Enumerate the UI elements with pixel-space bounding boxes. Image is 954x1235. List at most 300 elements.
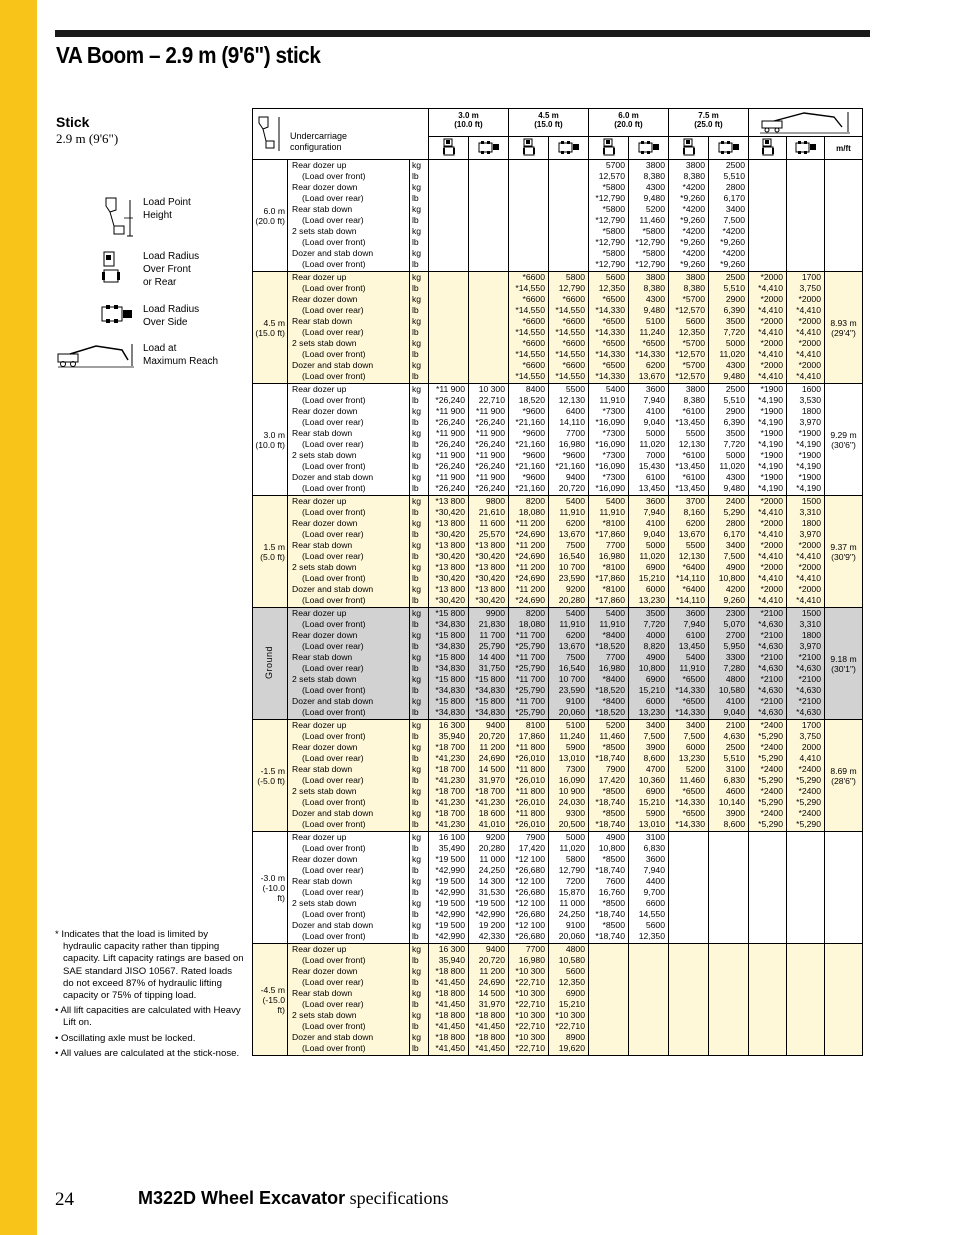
unit-label: kg — [412, 472, 422, 482]
condition-label: (Load over rear) — [302, 529, 364, 539]
capacity-cell — [629, 944, 669, 1056]
capacity-cell: 5400 11,910 *8400 *18,520 7700 16,980 *8400 *18,520 *8400 *18,520 — [589, 608, 629, 720]
max-reach-cell: 9.18 m (30'1") — [825, 608, 863, 720]
max-reach-cell — [825, 160, 863, 272]
capacity-cell: 2300 5,070 2700 5,950 3300 7,280 4800 10,580 4100 9,040 — [709, 608, 749, 720]
unit-label: lb — [412, 349, 419, 359]
load-radius-front-rear-icon — [522, 138, 536, 156]
capacity-cell — [709, 944, 749, 1056]
capacity-cell — [749, 944, 787, 1056]
load-height-label: -1.5 m (-5.0 ft) — [257, 765, 285, 786]
unit-label: lb — [412, 237, 419, 247]
condition-label: Dozer and stab down — [292, 808, 374, 818]
condition-label: Rear dozer up — [292, 384, 347, 394]
condition-label: (Load over front) — [302, 1043, 366, 1053]
condition-label: Dozer and stab down — [292, 472, 374, 482]
unit-label: lb — [412, 909, 419, 919]
unit-label: kg — [412, 338, 422, 348]
unit-label: kg — [412, 272, 422, 282]
condition-label: (Load over rear) — [302, 753, 364, 763]
unit-label: kg — [412, 808, 422, 818]
capacity-cell: 3800 8,380 *5700 *12,570 5600 12,350 *5700 *12,570 *5700 *12,570 — [669, 272, 709, 384]
condition-label: (Load over rear) — [302, 775, 364, 785]
units-cell — [410, 496, 429, 608]
condition-label: 2 sets stab down — [292, 450, 357, 460]
capacity-cell: 5200 11,460 *8500 *18,740 7900 17,420 *8500 *18,740 *8500 *18,740 — [589, 720, 629, 832]
unit-label: kg — [412, 674, 422, 684]
unit-label: kg — [412, 316, 422, 326]
table-row — [253, 944, 863, 1056]
condition-label: Rear stab down — [292, 316, 353, 326]
unit-label: kg — [412, 696, 422, 706]
page-title: VA Boom – 2.9 m (9'6") stick — [56, 42, 321, 68]
capacity-cell — [589, 944, 629, 1056]
table-row — [253, 272, 863, 384]
load-radius-front-rear-icon — [682, 138, 696, 156]
load-height-cell — [253, 272, 288, 384]
condition-label: (Load over front) — [302, 573, 366, 583]
condition-label: Dozer and stab down — [292, 248, 374, 258]
max-reach-cell: 8.93 m (29'4") — [825, 272, 863, 384]
footer-suffix: specifications — [345, 1188, 449, 1208]
units-cell — [410, 608, 429, 720]
capacity-cell: 10 300 22,710 *11 900 *26,240 *11 900 *26,240 *11 900 *26,240 *11 900 *26,240 — [469, 384, 509, 496]
max-reach-cell: 8.69 m (28'6") — [825, 720, 863, 832]
condition-label: Dozer and stab down — [292, 360, 374, 370]
capacity-cell: 3800 8,380 *4200 *9,260 *4200 *9,260 *4200 *9,260 *4200 *9,260 — [669, 160, 709, 272]
unit-label: lb — [412, 797, 419, 807]
units-cell — [410, 720, 429, 832]
condition-label: (Load over rear) — [302, 641, 364, 651]
condition-label: (Load over rear) — [302, 865, 364, 875]
load-radius-front-rear-icon — [602, 138, 616, 156]
unit-label: kg — [412, 876, 422, 886]
capacity-cell — [787, 944, 825, 1056]
condition-label: (Load over rear) — [302, 999, 364, 1009]
condition-label: (Load over front) — [302, 283, 366, 293]
legend-item-load-radius-side — [100, 303, 240, 327]
load-height-label: 4.5 m (15.0 ft) — [255, 317, 285, 338]
lift-capacity-table — [252, 108, 863, 1056]
capacity-cell — [787, 832, 825, 944]
unit-label: kg — [412, 898, 422, 908]
capacity-cell: 3400 7,500 3900 8,600 4700 10,360 6900 15,210 5900 13,010 — [629, 720, 669, 832]
condition-label: (Load over rear) — [302, 327, 364, 337]
unit-label: lb — [412, 753, 419, 763]
condition-label: Rear stab down — [292, 988, 353, 998]
capacity-cell: 9800 21,610 11 600 25,570 *13 800 *30,420 *13 800 *30,420 *13 800 *30,420 — [469, 496, 509, 608]
conditions-cell — [288, 944, 410, 1056]
condition-label: 2 sets stab down — [292, 226, 357, 236]
unit-label: lb — [412, 529, 419, 539]
unit-label: kg — [412, 742, 422, 752]
unit-label: kg — [412, 608, 422, 618]
load-height-cell — [253, 608, 288, 720]
load-radius-side-icon — [638, 140, 660, 154]
capacity-cell — [469, 160, 509, 272]
condition-label: (Load over rear) — [302, 215, 364, 225]
unit-label: kg — [412, 540, 422, 550]
capacity-cell: 8100 17,860 *11 800 *26,010 *11 800 *26,010 *11 800 *26,010 *11 800 *26,010 — [509, 720, 549, 832]
capacity-cell: 5100 11,240 5900 13,010 7300 16,090 10 900 24,030 9300 20,500 — [549, 720, 589, 832]
condition-label: Rear dozer down — [292, 518, 358, 528]
table-row — [253, 832, 863, 944]
footnote-stick-nose: • All values are calculated at the stick-nose. — [55, 1047, 240, 1059]
condition-label: (Load over rear) — [302, 887, 364, 897]
unit-label: kg — [412, 226, 422, 236]
condition-label: 2 sets stab down — [292, 674, 357, 684]
capacity-cell: 2100 4,630 2500 5,510 3100 6,830 4600 10,140 3900 8,600 — [709, 720, 749, 832]
units-cell — [410, 944, 429, 1056]
condition-label: Rear stab down — [292, 540, 353, 550]
unit-label: lb — [412, 551, 419, 561]
unit-label: lb — [412, 685, 419, 695]
unit-label: lb — [412, 843, 419, 853]
condition-label: Rear stab down — [292, 652, 353, 662]
condition-label: (Load over rear) — [302, 663, 364, 673]
condition-label: (Load over front) — [302, 797, 366, 807]
conditions-cell — [288, 720, 410, 832]
units-cell — [410, 384, 429, 496]
condition-label: Dozer and stab down — [292, 696, 374, 706]
capacity-cell: *11 900 *26,240 *11 900 *26,240 *11 900 *26,240 *11 900 *26,240 *11 900 *26,240 — [429, 384, 469, 496]
legend-item-load-point-height — [100, 196, 240, 240]
condition-label: Dozer and stab down — [292, 584, 374, 594]
unit-label: kg — [412, 630, 422, 640]
radius-header-6m: 6.0 m (20.0 ft) — [589, 109, 669, 137]
capacity-cell: 9900 21,830 11 700 25,790 14 400 31,750 *15 800 *34,830 *15 800 *34,830 — [469, 608, 509, 720]
legend-item-load-radius-front — [100, 250, 240, 286]
unit-label: lb — [412, 305, 419, 315]
unit-label: lb — [412, 619, 419, 629]
condition-label: (Load over rear) — [302, 551, 364, 561]
capacity-cell — [469, 272, 509, 384]
condition-label: (Load over front) — [302, 731, 366, 741]
capacity-cell — [749, 160, 787, 272]
condition-label: Rear dozer up — [292, 832, 347, 842]
unit-label: lb — [412, 439, 419, 449]
capacity-cell: 5400 11,910 6200 13,670 7500 16,540 10 700 23,590 9100 20,060 — [549, 608, 589, 720]
legend-label-load-point-height: Load Point Height — [143, 197, 191, 221]
unit-label: lb — [412, 955, 419, 965]
condition-label: (Load over rear) — [302, 977, 364, 987]
capacity-cell: 3600 7,940 4100 9,040 5000 11,020 7000 15,430 6100 13,450 — [629, 384, 669, 496]
condition-label: Rear stab down — [292, 876, 353, 886]
legend-label-max-reach: Load at Maximum Reach — [143, 343, 219, 367]
legend-item-max-reach — [56, 342, 219, 368]
capacity-cell: 3800 8,380 *6100 *13,450 5500 12,130 *6100 *13,450 *6100 *13,450 — [669, 384, 709, 496]
capacity-cell: 3600 7,940 4100 9,040 5000 11,020 6900 15,210 6000 13,230 — [629, 496, 669, 608]
stick-heading: Stick — [56, 114, 90, 130]
condition-label: (Load over front) — [302, 171, 366, 181]
condition-label: Rear dozer up — [292, 496, 347, 506]
unit-label: lb — [412, 215, 419, 225]
capacity-cell: 8400 18,520 *9600 *21,160 *9600 *21,160 *9600 *21,160 *9600 *21,160 — [509, 384, 549, 496]
conditions-cell — [288, 496, 410, 608]
condition-label: Rear dozer up — [292, 944, 347, 954]
unit-label: kg — [412, 450, 422, 460]
capacity-cell: 5000 11,020 5800 12,790 7200 15,870 11 000 24,250 9100 20,060 — [549, 832, 589, 944]
front-rear-icon-cell — [589, 137, 629, 160]
side-icon-cell — [629, 137, 669, 160]
unit-label: lb — [412, 999, 419, 1009]
table-row — [253, 720, 863, 832]
condition-label: Rear dozer down — [292, 294, 358, 304]
capacity-cell: 8200 18,080 *11 700 *25,790 *11 700 *25,790 *11 700 *25,790 *11 700 *25,790 — [509, 608, 549, 720]
capacity-cell: 5400 11,910 6200 13,670 7500 16,540 10 700 23,590 9200 20,280 — [549, 496, 589, 608]
condition-label: Rear stab down — [292, 204, 353, 214]
capacity-cell: 5700 12,570 *5800 *12,790 *5800 *12,790 *5800 *12,790 *5800 *12,790 — [589, 160, 629, 272]
capacity-cell — [749, 832, 787, 944]
unit-label: kg — [412, 920, 422, 930]
load-radius-front-rear-icon — [442, 138, 456, 156]
front-rear-icon-cell — [669, 137, 709, 160]
radius-header-4-5m: 4.5 m (15.0 ft) — [509, 109, 589, 137]
capacity-cell: 2400 5,290 2800 6,170 3400 7,500 4900 10,800 4200 9,260 — [709, 496, 749, 608]
capacity-cell: 3700 8,160 6200 13,670 5500 12,130 *6400 *14,110 *6400 *14,110 — [669, 496, 709, 608]
unit-label: lb — [412, 931, 419, 941]
condition-label: (Load over rear) — [302, 193, 364, 203]
load-radius-side-icon — [100, 303, 134, 325]
condition-label: (Load over front) — [302, 371, 366, 381]
capacity-cell: 16 300 35,940 *18 800 *41,450 *18 800 *41,450 *18 800 *41,450 *18 800 *41,450 — [429, 944, 469, 1056]
capacity-cell: *13 800 *30,420 *13 800 *30,420 *13 800 *30,420 *13 800 *30,420 *13 800 *30,420 — [429, 496, 469, 608]
condition-label: (Load over front) — [302, 931, 366, 941]
load-radius-side-icon — [795, 140, 817, 154]
conditions-cell — [288, 160, 410, 272]
unit-label: kg — [412, 832, 422, 842]
unit-label: lb — [412, 1043, 419, 1053]
load-radius-side-icon — [718, 140, 740, 154]
table-row — [253, 496, 863, 608]
condition-label: Rear dozer up — [292, 608, 347, 618]
capacity-cell: 5800 12,790 *6600 *14,550 *6600 *14,550 *6600 *14,550 *6600 *14,550 — [549, 272, 589, 384]
load-radius-side-icon — [558, 140, 580, 154]
capacity-cell: 4800 10,580 5600 12,350 6900 15,210 *10 300 *22,710 8900 19,620 — [549, 944, 589, 1056]
unit-label: kg — [412, 294, 422, 304]
capacity-cell: 2500 5,510 2800 6,170 3400 7,500 *4200 *9,260 *4200 *9,260 — [709, 160, 749, 272]
unit-label: lb — [412, 865, 419, 875]
unit-label: kg — [412, 160, 422, 170]
capacity-cell: 3800 8,380 4300 9,480 5100 11,240 *6500 *14,330 6200 13,670 — [629, 272, 669, 384]
load-height-label: -3.0 m (-10.0 ft) — [260, 872, 285, 903]
condition-label: Dozer and stab down — [292, 920, 374, 930]
front-rear-icon-cell — [749, 137, 787, 160]
condition-label: Rear dozer down — [292, 854, 358, 864]
capacity-cell: *2000 *4,410 *2000 *4,410 *2000 *4,410 *2000 *4,410 *2000 *4,410 — [749, 272, 787, 384]
condition-label: (Load over front) — [302, 461, 366, 471]
condition-label: (Load over rear) — [302, 439, 364, 449]
load-height-cell — [253, 832, 288, 944]
capacity-cell — [549, 160, 589, 272]
unit-label: kg — [412, 562, 422, 572]
unit-label: kg — [412, 944, 422, 954]
max-reach-cell — [825, 832, 863, 944]
footer-title — [138, 1188, 449, 1209]
condition-label: (Load over front) — [302, 619, 366, 629]
capacity-cell: 1600 3,530 1800 3,970 *1900 *4,190 *1900 *4,190 *1900 *4,190 — [787, 384, 825, 496]
unit-label: kg — [412, 360, 422, 370]
footnote-axle: • Oscillating axle must be locked. — [55, 1032, 196, 1044]
unit-label: lb — [412, 819, 419, 829]
condition-label: (Load over front) — [302, 707, 366, 717]
capacity-cell: 7700 16,980 *10 300 *22,710 *10 300 *22,710 *10 300 *22,710 *10 300 *22,710 — [509, 944, 549, 1056]
capacity-cell — [429, 160, 469, 272]
unit-label: lb — [412, 417, 419, 427]
load-max-reach-icon — [56, 342, 136, 368]
unit-label: lb — [412, 395, 419, 405]
table-row — [253, 608, 863, 720]
load-height-cell — [253, 944, 288, 1056]
condition-label: (Load over front) — [302, 909, 366, 919]
max-reach-cell — [825, 944, 863, 1056]
config-label: Undercarriage configuration — [290, 131, 348, 152]
capacity-cell — [669, 944, 709, 1056]
condition-label: Rear stab down — [292, 428, 353, 438]
load-height-cell — [253, 160, 288, 272]
unit-label: kg — [412, 204, 422, 214]
unit-label: kg — [412, 518, 422, 528]
condition-label: Rear dozer up — [292, 720, 347, 730]
load-point-height-icon — [256, 115, 282, 155]
condition-label: (Load over front) — [302, 395, 366, 405]
legend-label-load-radius-front: Load Radius Over Front or Rear — [143, 251, 200, 288]
capacity-cell — [709, 832, 749, 944]
unit-label: kg — [412, 988, 422, 998]
capacity-cell — [429, 272, 469, 384]
footnotes — [55, 929, 245, 1063]
capacity-cell — [787, 160, 825, 272]
top-rule — [55, 30, 870, 37]
capacity-cell: 5400 11,910 *8100 *17,860 7700 16,980 *8100 *17,860 *8100 *17,860 — [589, 496, 629, 608]
condition-label: 2 sets stab down — [292, 898, 357, 908]
condition-label: (Load over front) — [302, 819, 366, 829]
unit-label: lb — [412, 977, 419, 987]
stick-value: 2.9 m (9'6") — [56, 131, 119, 146]
condition-label: (Load over front) — [302, 507, 366, 517]
footnote-hydraulic: * Indicates that the load is limited by hydraulic capacity rather than tipping capacity. Lift capacity ratings are based on SAE standard JISO 10567. Rated loads do not exceed 87% of hydraulic lifting capacity or 75% of tipping load. — [55, 929, 244, 1002]
capacity-cell: 5500 12,130 6400 14,110 7700 16,980 *9600 *21,160 9400 20,720 — [549, 384, 589, 496]
condition-label: (Load over rear) — [302, 417, 364, 427]
unit-label: lb — [412, 573, 419, 583]
load-height-label: 3.0 m (10.0 ft) — [255, 429, 285, 450]
unit-label: kg — [412, 1032, 422, 1042]
condition-label: Rear dozer up — [292, 160, 347, 170]
capacity-cell — [509, 160, 549, 272]
units-cell — [410, 160, 429, 272]
unit-label: lb — [412, 259, 419, 269]
capacity-cell: 4900 10,800 *8500 *18,740 7600 16,760 *8500 *18,740 *8500 *18,740 — [589, 832, 629, 944]
footer-model: M322D Wheel Excavator — [138, 1188, 346, 1208]
capacity-cell: 3600 7,940 6100 13,450 5400 11,910 *6500 *14,330 *6500 *14,330 — [669, 608, 709, 720]
conditions-cell — [288, 832, 410, 944]
capacity-cell: 3100 6,830 3600 7,940 4400 9,700 6600 14,550 5600 12,350 — [629, 832, 669, 944]
condition-label: (Load over front) — [302, 1021, 366, 1031]
unit-label: lb — [412, 193, 419, 203]
unit-header: m/ft — [825, 137, 863, 160]
unit-label: kg — [412, 720, 422, 730]
capacity-cell: 1500 3,310 1800 3,970 *2100 *4,630 *2100 *4,630 *2100 *4,630 — [787, 608, 825, 720]
capacity-cell: *1900 *4,190 *1900 *4,190 *1900 *4,190 *1900 *4,190 *1900 *4,190 — [749, 384, 787, 496]
condition-label: Rear dozer down — [292, 742, 358, 752]
condition-label: (Load over front) — [302, 685, 366, 695]
condition-label: (Load over front) — [302, 259, 366, 269]
unit-label: lb — [412, 171, 419, 181]
conditions-cell — [288, 272, 410, 384]
footnote-heavy-lift: • All lift capacities are calculated with Heavy Lift on. — [55, 1005, 241, 1029]
capacity-cell: 16 100 35,490 *19 500 *42,990 *19 500 *42,990 *19 500 *42,990 *19 500 *42,990 — [429, 832, 469, 944]
capacity-cell: 1700 3,750 *2000 *4,410 *2000 *4,410 *2000 *4,410 *2000 *4,410 — [787, 272, 825, 384]
legend-label-load-radius-side: Load Radius Over Side — [143, 304, 200, 328]
capacity-cell: 1700 3,750 2000 4,410 *2400 *5,290 *2400 *5,290 *2400 *5,290 — [787, 720, 825, 832]
radius-header-7-5m: 7.5 m (25.0 ft) — [669, 109, 749, 137]
unit-label: lb — [412, 327, 419, 337]
front-rear-icon-cell — [509, 137, 549, 160]
capacity-cell: *2100 *4,630 *2100 *4,630 *2100 *4,630 *2100 *4,630 *2100 *4,630 — [749, 608, 787, 720]
unit-label: lb — [412, 663, 419, 673]
unit-label: lb — [412, 641, 419, 651]
unit-label: kg — [412, 786, 422, 796]
unit-label: kg — [412, 428, 422, 438]
capacity-cell: 3400 7,500 6000 13,230 5200 11,460 *6500 *14,330 *6500 *14,330 — [669, 720, 709, 832]
capacity-cell: 16 300 35,940 *18 700 *41,230 *18 700 *41,230 *18 700 *41,230 *18 700 *41,230 — [429, 720, 469, 832]
ground-label: Ground — [264, 645, 274, 680]
condition-label: Rear dozer down — [292, 182, 358, 192]
condition-label: Rear dozer down — [292, 406, 358, 416]
capacity-cell: 5400 11,910 *7300 *16,090 *7300 *16,090 *7300 *16,090 *7300 *16,090 — [589, 384, 629, 496]
radius-header-3m: 3.0 m (10.0 ft) — [429, 109, 509, 137]
capacity-cell: *2000 *4,410 *2000 *4,410 *2000 *4,410 *2000 *4,410 *2000 *4,410 — [749, 496, 787, 608]
unit-label: lb — [412, 775, 419, 785]
load-height-label: 6.0 m (20.0 ft) — [255, 205, 285, 226]
condition-label: Dozer and stab down — [292, 1032, 374, 1042]
condition-label: Rear dozer down — [292, 966, 358, 976]
condition-label: (Load over front) — [302, 349, 366, 359]
unit-label: kg — [412, 496, 422, 506]
front-rear-icon-cell — [429, 137, 469, 160]
unit-label: kg — [412, 966, 422, 976]
unit-label: lb — [412, 371, 419, 381]
capacity-cell: 9200 20,280 11 000 24,250 14 300 31,530 *19 500 *42,990 19 200 42,330 — [469, 832, 509, 944]
load-height-cell — [253, 720, 288, 832]
load-radius-side-icon — [478, 140, 500, 154]
side-icon-cell — [469, 137, 509, 160]
unit-label: kg — [412, 182, 422, 192]
load-height-label: 1.5 m (5.0 ft) — [260, 541, 285, 562]
max-reach-header — [749, 109, 863, 137]
unit-label: kg — [412, 854, 422, 864]
capacity-cell: 2500 5,510 2900 6,390 3500 7,720 5000 11,020 4300 9,480 — [709, 384, 749, 496]
unit-label: lb — [412, 731, 419, 741]
yellow-side-bar — [0, 0, 37, 1235]
unit-label: lb — [412, 283, 419, 293]
units-cell — [410, 832, 429, 944]
table-row — [253, 384, 863, 496]
capacity-cell: 3800 8,380 4300 9,480 5200 11,460 *5800 *12,790 *5800 *12,790 — [629, 160, 669, 272]
capacity-cell: 9400 20,720 11 200 24,690 14 500 31,970 *18 700 *41,230 18 600 41,010 — [469, 720, 509, 832]
condition-label: 2 sets stab down — [292, 562, 357, 572]
unit-label: kg — [412, 248, 422, 258]
condition-label: (Load over front) — [302, 595, 366, 605]
capacity-cell: 1500 3,310 1800 3,970 *2000 *4,410 *2000 *4,410 *2000 *4,410 — [787, 496, 825, 608]
condition-label: (Load over front) — [302, 483, 366, 493]
condition-label: 2 sets stab down — [292, 786, 357, 796]
side-icon-cell — [787, 137, 825, 160]
condition-label: Rear dozer up — [292, 272, 347, 282]
condition-label: (Load over rear) — [302, 305, 364, 315]
capacity-cell: *6600 *14,550 *6600 *14,550 *6600 *14,550 *6600 *14,550 *6600 *14,550 — [509, 272, 549, 384]
side-icon-cell — [549, 137, 589, 160]
